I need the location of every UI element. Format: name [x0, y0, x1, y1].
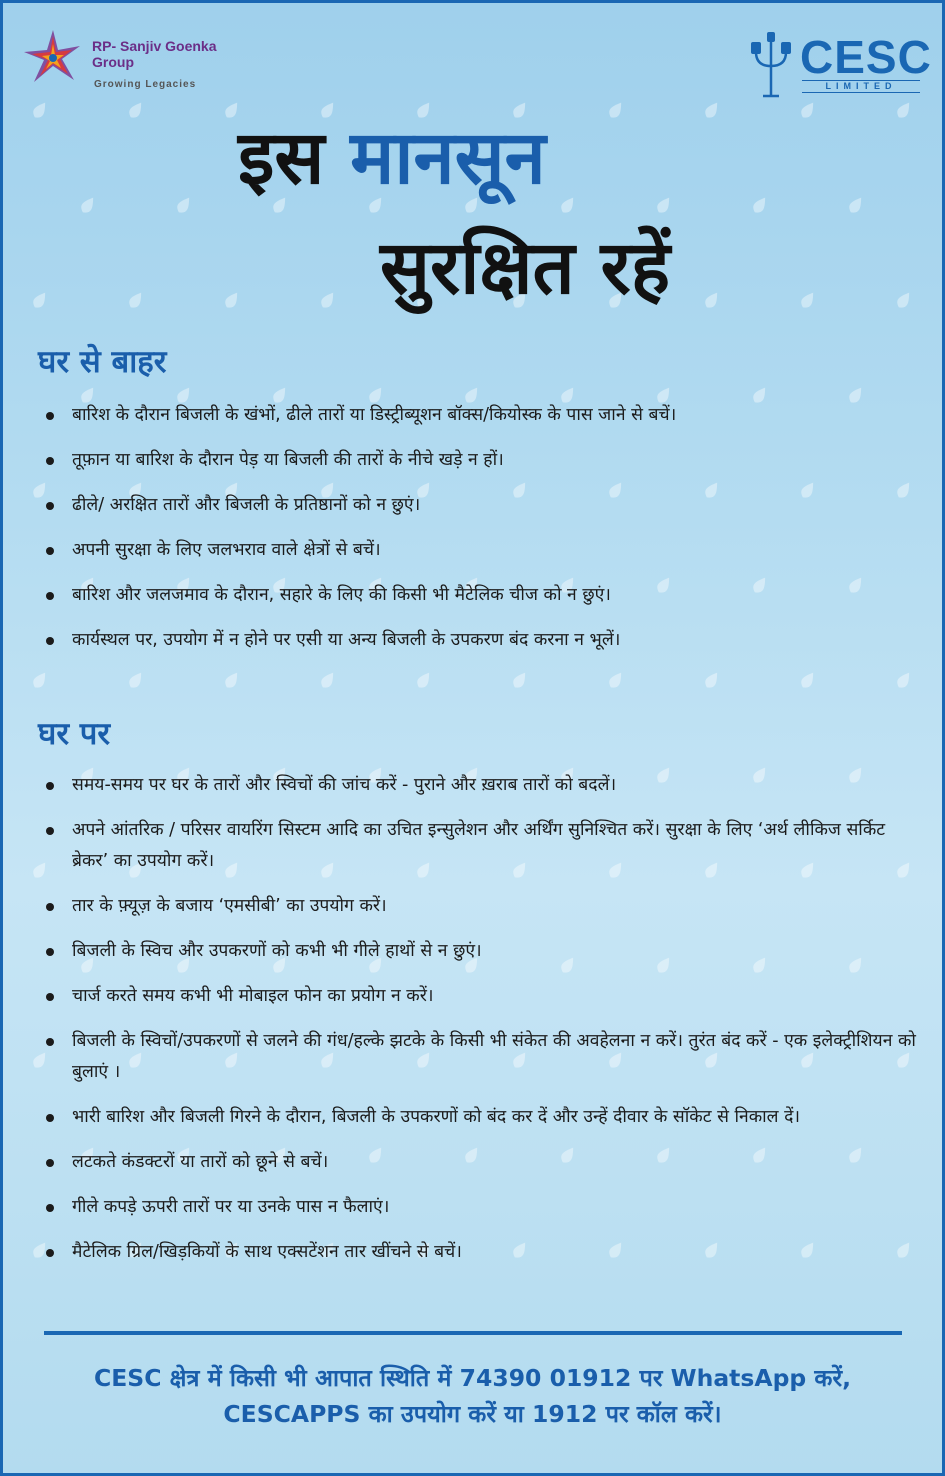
rp-group-tagline: Growing Legacies: [94, 79, 197, 90]
list-item: बिजली के स्विचों/उपकरणों से जलने की गंध/हल्के झटके के किसी भी संकेत की अवहेलना न करें। तुरंत बंद करें - एक इलेक्ट्रीशियन को बुलाएं ।: [40, 1026, 920, 1088]
street-lamp-icon: [746, 30, 796, 98]
poster-title-line1: [238, 108, 546, 208]
list-item: ढीले/ अरक्षित तारों और बिजली के प्रतिष्ठानों को न छुएं।: [40, 490, 920, 521]
bullet-icon: [46, 502, 54, 510]
bullet-icon: [46, 1204, 54, 1212]
bullet-icon: [46, 1159, 54, 1167]
outside-safety-list: [40, 400, 920, 670]
list-item: लटकते कंडक्टरों या तारों को छूने से बचें।: [40, 1147, 920, 1178]
section-heading-outside: घर से बाहर: [38, 344, 167, 380]
list-item: अपनी सुरक्षा के लिए जलभराव वाले क्षेत्रों से बचें।: [40, 535, 920, 566]
list-item: भारी बारिश और बिजली गिरने के दौरान, बिजली के उपकरणों को बंद कर दें और उन्हें दीवार के सॉकेट से निकाल दें।: [40, 1102, 920, 1133]
footer-divider: [44, 1331, 902, 1335]
poster-title-line2: सुरक्षित रहें: [380, 225, 671, 311]
bullet-icon: [46, 782, 54, 790]
footer-line-whatsapp: CESC क्षेत्र में किसी भी आपात स्थिति में 74390 01912 पर WhatsApp करें,: [93, 1364, 851, 1392]
rp-group-name: RP- Sanjiv Goenka Group: [92, 38, 217, 70]
bullet-icon: [46, 1114, 54, 1122]
list-item: समय-समय पर घर के तारों और स्विचों की जांच करें - पुराने और ख़राब तारों को बदलें।: [40, 770, 920, 801]
list-item: बारिश और जलजमाव के दौरान, सहारे के लिए की किसी भी मैटेलिक चीज को न छुएं।: [40, 580, 920, 611]
bullet-icon: [46, 1038, 54, 1046]
rp-star-icon: [22, 28, 84, 84]
bullet-icon: [46, 993, 54, 1001]
footer-line-call: CESCAPPS का उपयोग करें या 1912 पर कॉल करें।: [223, 1400, 722, 1428]
list-item: तार के फ़्यूज़ के बजाय ‘एमसीबी’ का उपयोग करें।: [40, 891, 920, 922]
title-word-monsoon: मानसून: [350, 115, 546, 201]
bullet-icon: [46, 457, 54, 465]
section-heading-home: घर पर: [38, 716, 111, 752]
bullet-icon: [46, 592, 54, 600]
list-item: बिजली के स्विच और उपकरणों को कभी भी गीले हाथों से न छुएं।: [40, 936, 920, 967]
list-item: कार्यस्थल पर, उपयोग में न होने पर एसी या अन्य बिजली के उपकरण बंद करना न भूलें।: [40, 625, 920, 656]
list-item: मैटेलिक ग्रिल/खिड़कियों के साथ एक्सटेंशन तार खींचने से बचें।: [40, 1237, 920, 1268]
cesc-logo: [742, 30, 932, 100]
bullet-icon: [46, 827, 54, 835]
bullet-icon: [46, 637, 54, 645]
title-word-is: इस: [238, 115, 325, 201]
list-item: तूफ़ान या बारिश के दौरान पेड़ या बिजली की तारों के नीचे खड़े न हों।: [40, 445, 920, 476]
bullet-icon: [46, 903, 54, 911]
home-safety-list: [40, 770, 920, 1282]
bullet-icon: [46, 412, 54, 420]
bullet-icon: [46, 948, 54, 956]
list-item: अपने आंतरिक / परिसर वायरिंग सिस्टम आदि का उचित इन्सुलेशन और अर्थिंग सुनिश्चित करें। सुरक्षा के लिए ‘अर्थ लीकिज सर्किट ब्रेकर’ का उपयोग करें।: [40, 815, 920, 877]
cesc-name: CESC: [800, 31, 932, 83]
emergency-contact-footer: [20, 1360, 925, 1432]
cesc-limited: LIMITED: [802, 80, 920, 93]
rp-sanjiv-goenka-logo: [22, 28, 232, 98]
list-item: चार्ज करते समय कभी भी मोबाइल फोन का प्रयोग न करें।: [40, 981, 920, 1012]
bullet-icon: [46, 547, 54, 555]
bullet-icon: [46, 1249, 54, 1257]
list-item: गीले कपड़े ऊपरी तारों पर या उनके पास न फैलाएं।: [40, 1192, 920, 1223]
list-item: बारिश के दौरान बिजली के खंभों, ढीले तारों या डिस्ट्रीब्यूशन बॉक्स/कियोस्क के पास जाने से बचें।: [40, 400, 920, 431]
